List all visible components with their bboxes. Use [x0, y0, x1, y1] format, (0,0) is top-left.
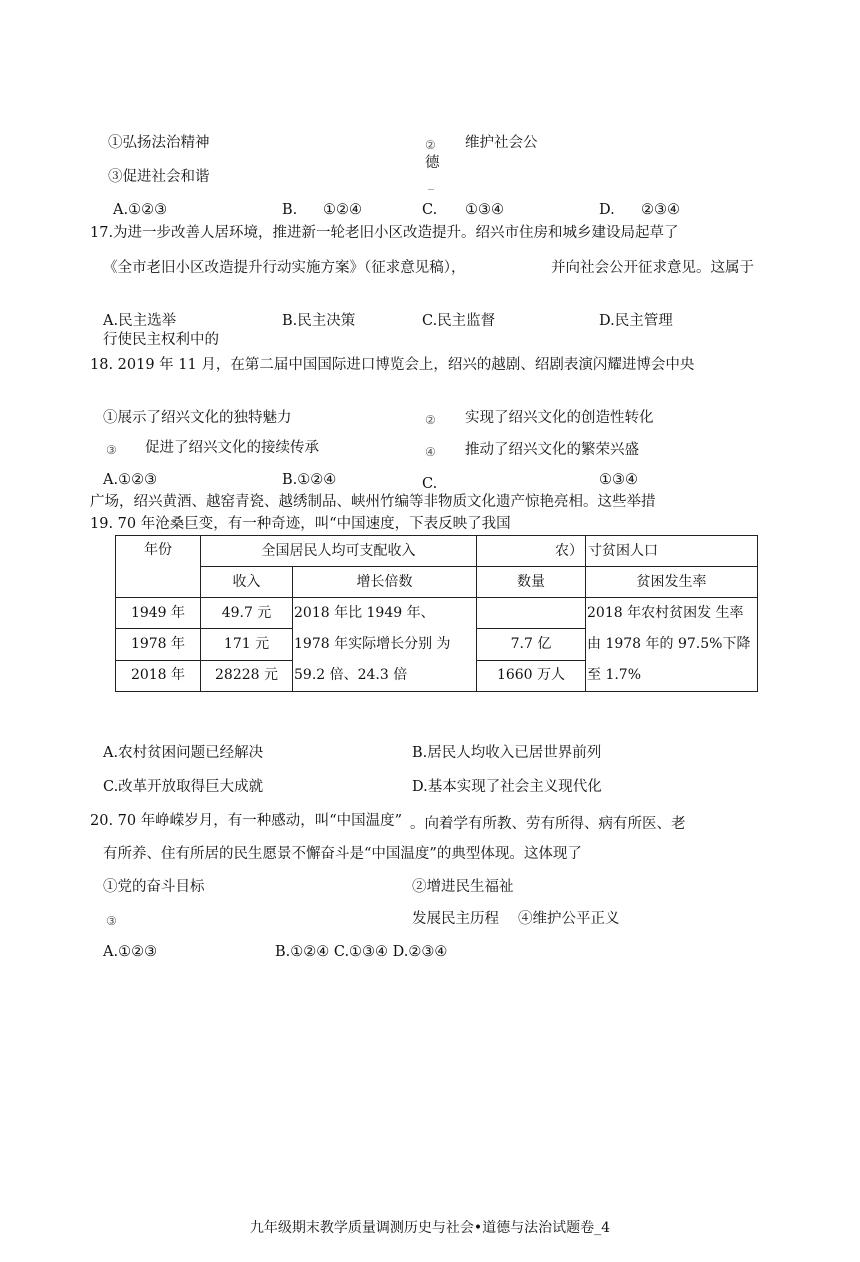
q18-option-3-text: 促进了绍兴文化的接续传承	[145, 440, 319, 456]
header-rural: 农）	[477, 536, 586, 567]
q16-choice-b-text: ①②④	[323, 202, 362, 218]
q16-choice-c-letter: C.	[422, 202, 438, 218]
q18-choice-b: B.①②④	[282, 472, 337, 488]
row-1949-income: 49.7 元	[201, 598, 293, 629]
q16-option-2-mark: _	[428, 176, 434, 190]
q18-choice-c-text: ①③④	[599, 472, 638, 488]
q18-option-1: ①展示了绍兴文化的独特魅力	[103, 410, 292, 426]
q20-option-4: ④维护公平正义	[518, 911, 620, 927]
row-1949-count	[477, 598, 586, 629]
q17-stem-line-1: 17.为进一步改善人居环境，推进新一轮老旧小区改造提升。绍兴市住房和城乡建设局起草了	[90, 225, 679, 241]
q16-option-2-text: 维护社会公	[465, 135, 538, 151]
q20-option-2: ②增进民生福祉	[412, 879, 514, 895]
q16-option-2-wrap: 德	[425, 155, 440, 171]
page-footer: 九年级期末教学质量调测历史与社会•道德与法治试题卷_4	[249, 1220, 611, 1236]
q17-choice-b: B.民主决策	[282, 313, 356, 329]
header-count: 数量	[477, 567, 586, 598]
q16-option-3: ③促进社会和谐	[108, 169, 210, 185]
q16-choice-a: A.①②③	[113, 202, 168, 218]
q18-option-3-number: ③	[106, 443, 117, 457]
q19-choice-d: D.基本实现了社会主义现代化	[412, 779, 602, 795]
q20-choice-a: A.①②③	[103, 944, 158, 960]
q19-choice-a: A.农村贫困问题已经解决	[103, 745, 264, 761]
q18-stem-line-2: 广场，绍兴黄酒、越窑青瓷、越绣制品、峡州竹编等非物质文化遗产惊艳亮相。这些举措	[90, 494, 656, 510]
q17-choice-d: D.民主管理	[599, 313, 673, 329]
q18-option-4-text: 推动了绍兴文化的繁荣兴盛	[465, 442, 639, 458]
q16-option-1: ①弘扬法治精神	[108, 135, 210, 151]
row-1949-year: 1949 年	[116, 598, 201, 629]
q20-option-1: ①党的奋斗目标	[103, 879, 205, 895]
header-rate: 贫困发生率	[586, 567, 758, 598]
header-income: 全国居民人均可支配收入	[201, 536, 477, 567]
poverty-income-table	[115, 535, 758, 692]
q20-stem-line-1a: 20. 70 年峥嵘岁月，有一种感动，叫“中国温度”	[90, 813, 403, 829]
row-2018-year: 2018 年	[116, 660, 201, 691]
q18-option-4-number: ④	[425, 445, 436, 459]
row-1978-year: 1978 年	[116, 629, 201, 660]
q18-choice-a: A.①②③	[103, 472, 158, 488]
growth-multiplier-cell: 2018 年比 1949 年、 1978 年实际增长分别 为 59.2 倍、24.3 倍	[293, 598, 477, 692]
q20-option-3-text: 发展民主历程	[412, 911, 499, 927]
q17-choice-c: C.民主监督	[422, 313, 496, 329]
q17-stem-line-2b: 并向社会公开征求意见。这属于	[551, 260, 754, 276]
q18-stem-line-1: 18. 2019 年 11 月，在第二届中国国际进口博览会上，绍兴的越剧、绍剧表演闪耀进博会中央	[90, 357, 695, 373]
q19-choice-c: C.改革开放取得巨大成就	[103, 779, 264, 795]
q20-choices-bcd: B.①②④ C.①③④ D.②③④	[275, 944, 448, 960]
header-growth: 增长倍数	[293, 567, 477, 598]
q20-stem-line-1b: 。向着学有所教、劳有所得、病有所医、老	[410, 816, 686, 832]
q17-choice-a: A.民主选举	[103, 313, 177, 329]
q16-choice-b-letter: B.	[282, 202, 298, 218]
poverty-rate-cell: 2018 年农村贫困发 生率由 1978 年的 97.5%下降至 1.7%	[586, 598, 758, 692]
q18-choice-c-letter: C.	[422, 476, 438, 492]
header-shouru: 收入	[201, 567, 293, 598]
q20-stem-line-2: 有所养、住有所居的民生愿景不懈奋斗是“中国温度”的典型体现。这体现了	[103, 846, 582, 862]
q16-choice-c-text: ①③④	[465, 202, 504, 218]
q19-choice-b: B.居民人均收入已居世界前列	[412, 745, 602, 761]
q16-choice-d-letter: D.	[599, 202, 615, 218]
q16-choice-d-text: ②③④	[641, 202, 680, 218]
header-poverty: 寸贫困人口	[586, 536, 758, 567]
q19-stem-line-1: 19. 70 年沧桑巨变，有一种奇迹，叫“中国速度，下表反映了我国	[90, 516, 511, 532]
row-2018-count: 1660 万人	[477, 660, 586, 691]
q18-option-2-text: 实现了绍兴文化的创造性转化	[465, 410, 654, 426]
row-2018-income: 28228 元	[201, 660, 293, 691]
q18-option-2-number: ②	[425, 413, 436, 427]
header-year: 年份	[116, 536, 201, 598]
row-1978-income: 171 元	[201, 629, 293, 660]
q17-stem-line-2a: 《全市老旧小区改造提升行动实施方案》（征求意见稿），	[103, 260, 466, 276]
q17-stem-line-3: 行使民主权利中的	[103, 332, 219, 348]
q16-option-2-number: ②	[425, 138, 436, 152]
q20-option-3-number: ③	[106, 914, 117, 928]
row-1978-count: 7.7 亿	[477, 629, 586, 660]
